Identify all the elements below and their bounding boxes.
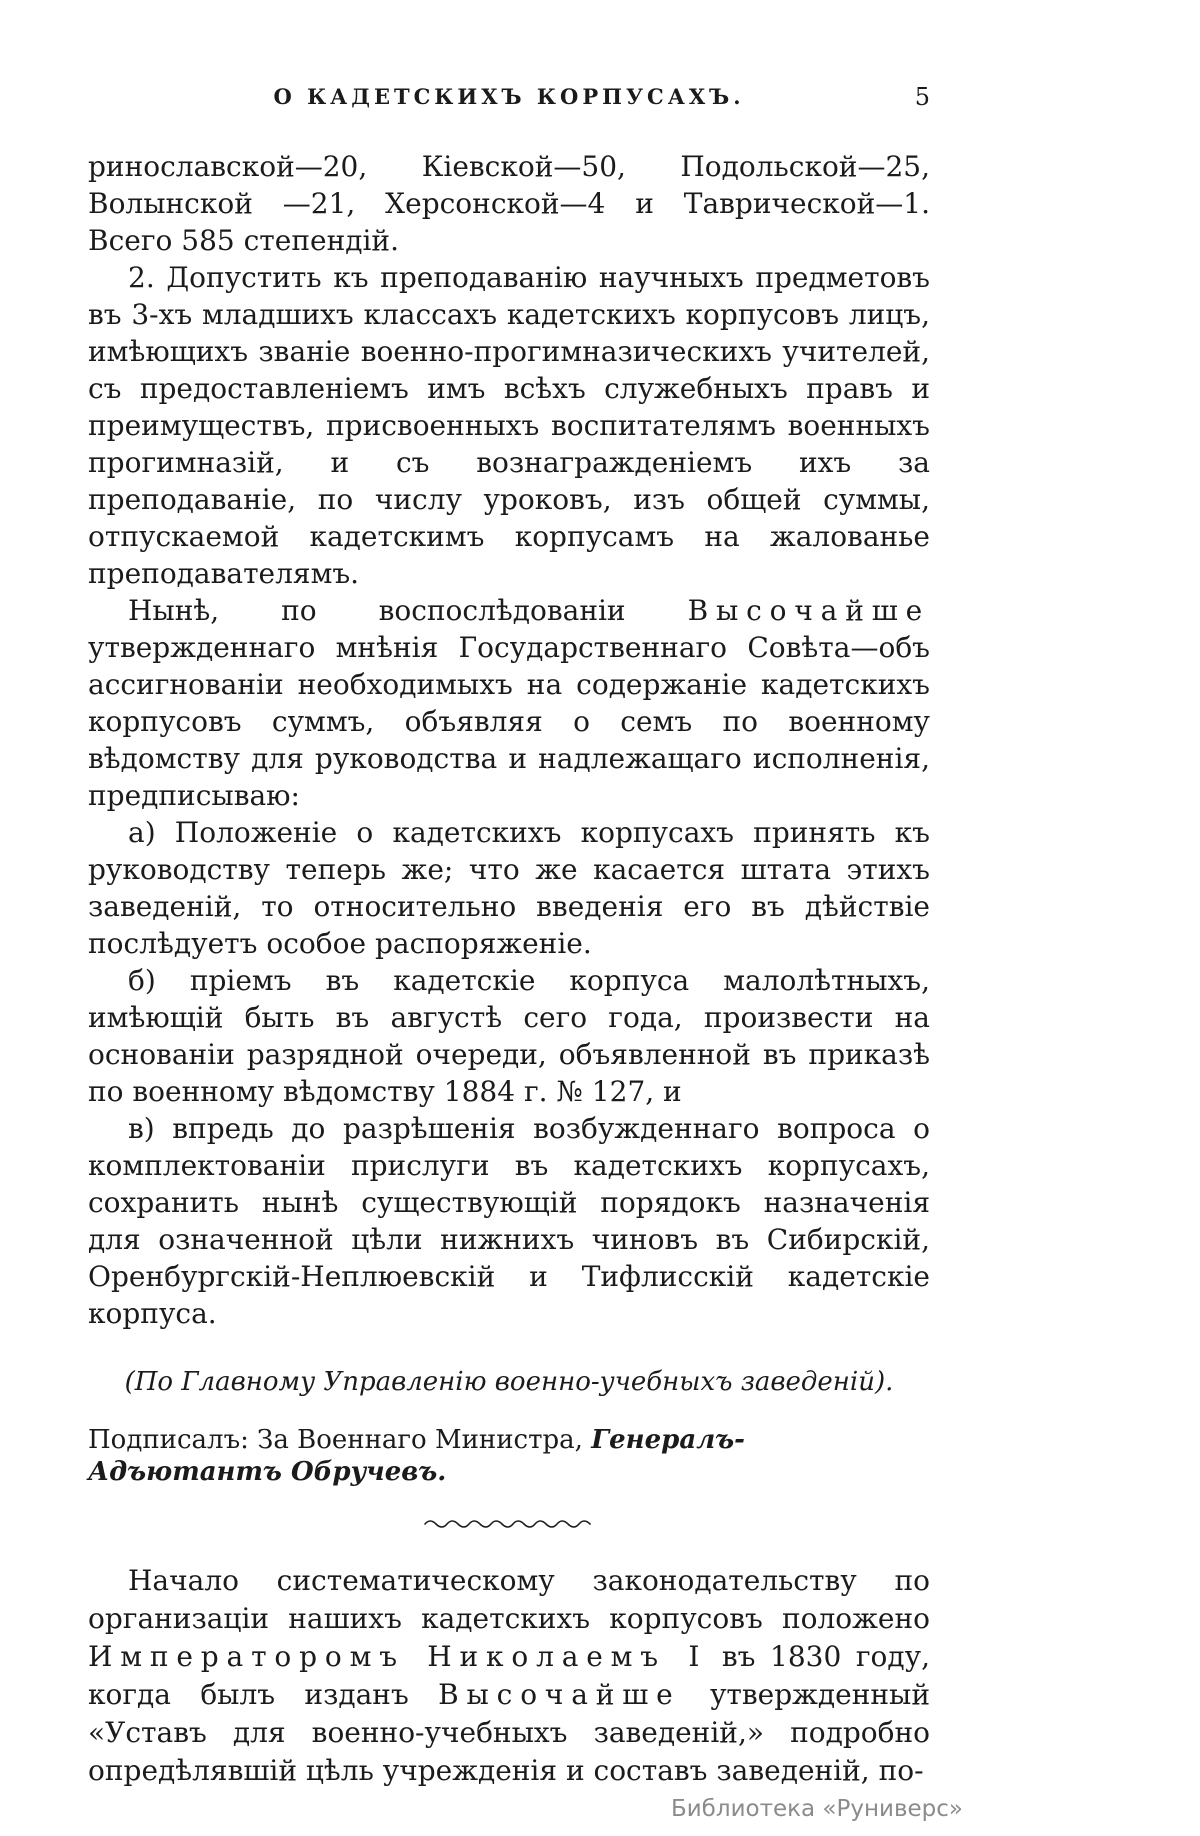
library-watermark: Библиотека «Руниверс» — [670, 1796, 963, 1822]
paragraph-text: утвержденный «Уставъ для военно-учебныхъ заведеній,» подробно опредѣлявшій цѣль учрежденія и составъ заведеній, по- — [88, 1678, 931, 1787]
closing-text-block — [88, 1562, 930, 1790]
paragraph-text: ринославской—20, Кіевской—50, Подольской—25, Волынской —21, Херсонской—4 и Таврической—1. Всего 585 степендій. — [88, 150, 930, 257]
signature-name: Генералъ-Адъютантъ Обручевъ. — [88, 1425, 745, 1487]
running-title: О КАДЕТСКИХЪ КОРПУСАХЪ. — [273, 84, 745, 109]
signature-prefix: Подписалъ: За Военнаго Министра, — [88, 1425, 583, 1455]
signature-line — [88, 1424, 930, 1488]
paragraph — [88, 814, 930, 962]
page-header — [88, 84, 930, 110]
paragraph-text: въ 1830 году, когда былъ изданъ — [88, 1640, 930, 1711]
paragraph-text: утвержденнаго мнѣнія Государственнаго Совѣта—объ ассигнованіи необходимыхъ на содержаніе кадетскихъ корпусовъ суммъ, объявляя о семъ по военному вѣдомству для руководства и надлежащаго исполненія, предписываю: — [88, 631, 930, 812]
paragraph — [88, 1110, 930, 1332]
wavy-divider-icon — [424, 1516, 594, 1530]
emphasized-spaced-text: Высочайше — [438, 1678, 681, 1711]
paragraph-text: Начало систематическому законодательству по организаціи нашихъ кадетскихъ корпусовъ положено — [88, 1564, 930, 1635]
paragraph-text: б) пріемъ въ кадетскіе корпуса малолѣтныхъ, имѣющій быть въ августѣ сего года, произвести на основаніи разрядной очереди, объявленной въ приказѣ по военному вѣдомству 1884 г. № 127, и — [88, 964, 930, 1108]
paragraph — [88, 259, 930, 592]
page-number: 5 — [914, 83, 930, 111]
paragraph-text: а) Положеніе о кадетскихъ корпусахъ принять къ руководству теперь же; что же касается штата этихъ заведеній, то относительно введенія его въ дѣйствіе послѣдуетъ особое распоряженіе. — [88, 816, 930, 960]
paragraph-text: Нынѣ, по воспослѣдованіи — [128, 594, 688, 627]
emphasized-spaced-text: Императоромъ Николаемъ I — [88, 1640, 708, 1673]
attribution-line: (По Главному Управленію военно-учебныхъ заведеній). — [124, 1367, 894, 1397]
paragraph — [88, 592, 930, 814]
wavy-divider — [88, 1516, 930, 1530]
paragraph-text: 2. Допустить къ преподаванію научныхъ предметовъ въ 3-хъ младшихъ классахъ кадетскихъ корпусовъ лицъ, имѣющихъ званіе военно-прогимназическихъ учителей, съ предоставленіемъ имъ всѣхъ служебныхъ правъ и преимуществъ, присвоенныхъ воспитателямъ военныхъ прогимназій, и съ вознагражденіемъ ихъ за преподаваніе, по числу уроковъ, изъ общей суммы, отпускаемой кадетскимъ корпусамъ на жалованье преподавателямъ. — [88, 261, 930, 590]
paragraph — [88, 962, 930, 1110]
emphasized-spaced-text: Высочайше — [687, 594, 930, 627]
main-text-block — [88, 148, 930, 1332]
paragraph — [88, 1562, 930, 1790]
paragraph — [88, 148, 930, 259]
paragraph-text: в) впредь до разрѣшенія возбужденнаго вопроса о комплектованіи прислуги въ кадетскихъ корпусахъ, сохранить нынѣ существующій порядокъ назначенія для означенной цѣли нижнихъ чиновъ въ Сибирскій, Оренбургскій-Неплюевскій и Тифлисскій кадетскіе корпуса. — [88, 1112, 930, 1330]
